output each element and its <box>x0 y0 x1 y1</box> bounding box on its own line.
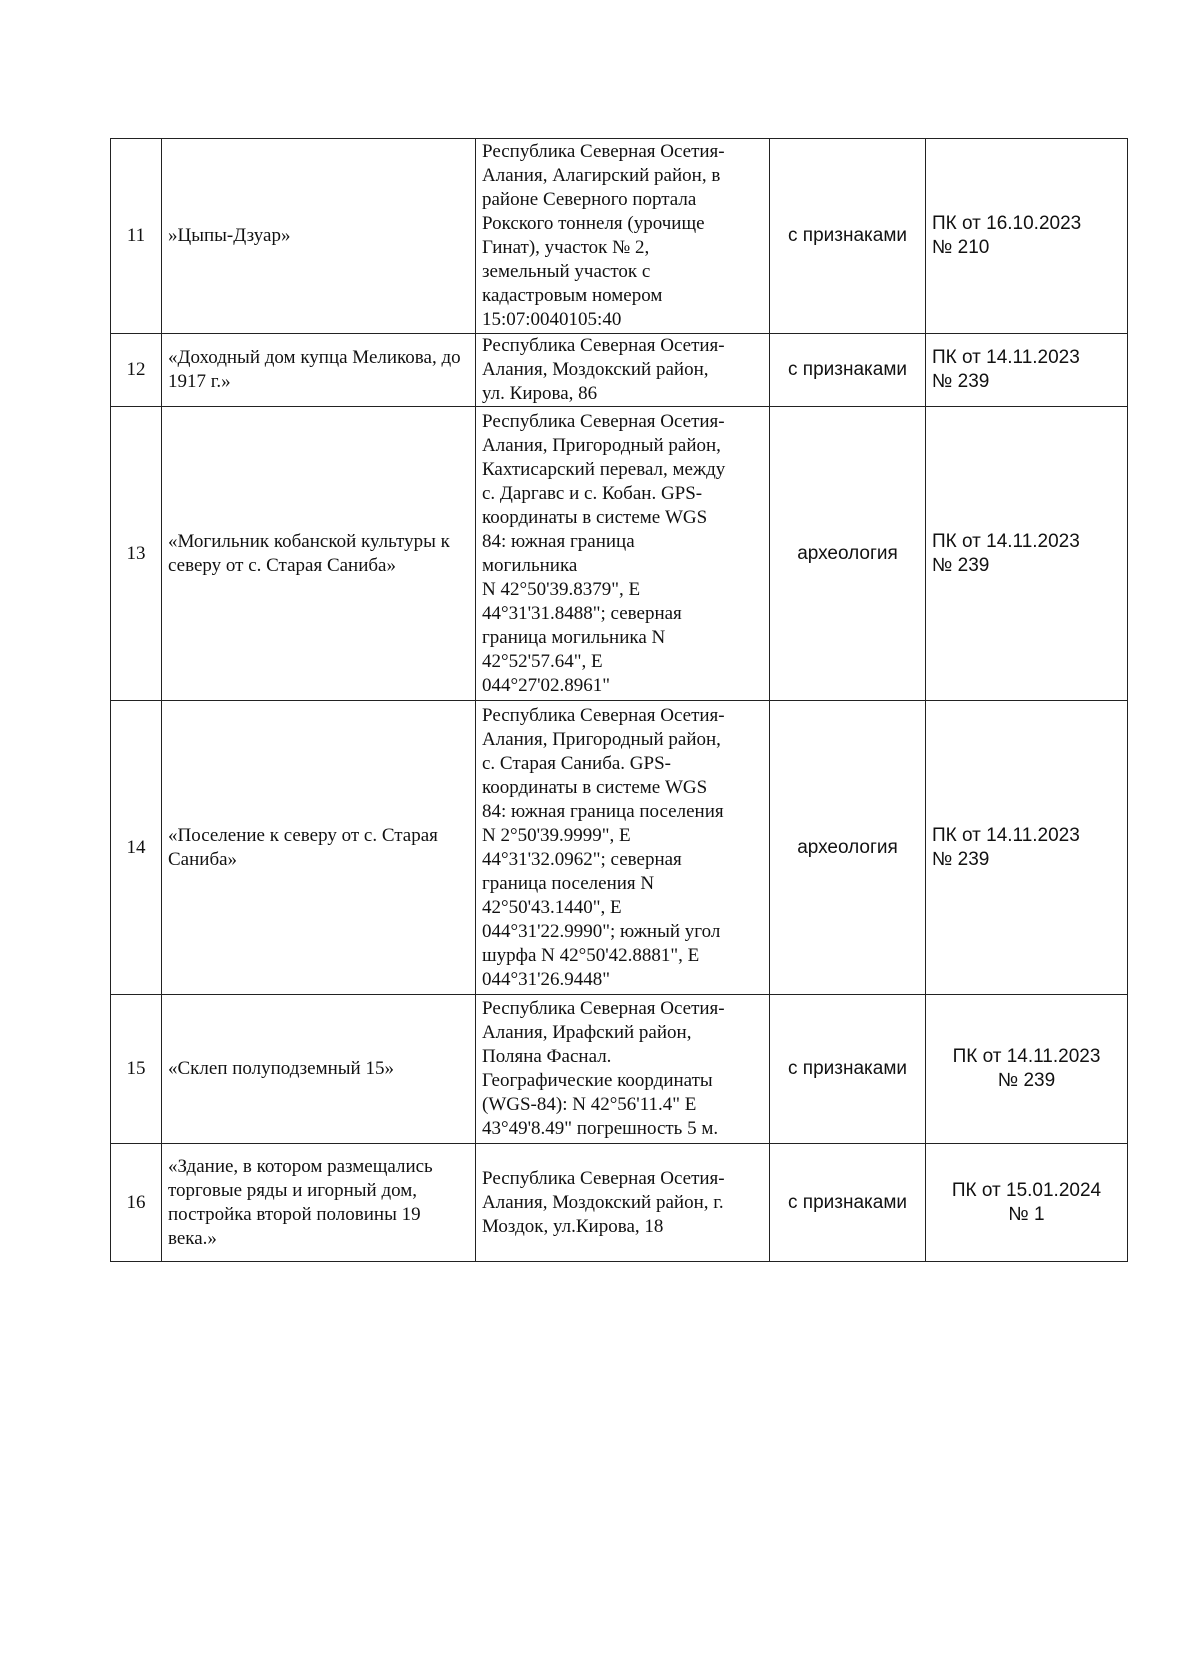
object-category: с признаками <box>770 334 926 407</box>
object-address: Республика Северная Осетия- Алания, Моздокский район, г. Моздок, ул.Кирова, 18 <box>476 1144 770 1262</box>
object-name: »Цыпы-Дзуар» <box>162 139 476 334</box>
decision-date: ПК от 14.11.2023 <box>932 530 1080 552</box>
object-name: «Могильник кобанской культуры к северу от с. Старая Саниба» <box>162 407 476 701</box>
decision-number: № 239 <box>932 371 990 392</box>
decision-number: № 239 <box>932 554 990 576</box>
object-category: археология <box>770 407 926 701</box>
table-row <box>111 701 1128 995</box>
object-category: с признаками <box>770 1144 926 1262</box>
heritage-objects-table <box>110 138 1128 1262</box>
table-row <box>111 1144 1128 1262</box>
row-number: 16 <box>111 1144 162 1262</box>
decision-date: ПК от 14.11.2023 <box>952 1046 1101 1067</box>
object-address: Республика Северная Осетия- Алания, Моздокский район, ул. Кирова, 86 <box>476 334 770 407</box>
decision-date: ПК от 15.01.2024 <box>951 1179 1102 1201</box>
table-row <box>111 334 1128 407</box>
decision-document <box>926 407 1128 701</box>
row-number: 12 <box>111 334 162 407</box>
object-name: «Здание, в котором размещались торговые ряды и игорный дом, постройка второй половины 19 века.» <box>162 1144 476 1262</box>
table-row <box>111 407 1128 701</box>
row-number: 13 <box>111 407 162 701</box>
decision-number: № 1 <box>1008 1203 1045 1225</box>
decision-date: ПК от 16.10.2023 <box>932 213 1082 234</box>
object-address: Республика Северная Осетия- Алания, Ирафский район, Поляна Фаснал. Географические координаты (WGS-84): N 42°56'11.4" E 43°49'8.49" погрешность 5 м. <box>476 995 770 1144</box>
decision-document <box>926 701 1128 995</box>
table-row <box>111 995 1128 1144</box>
decision-document <box>926 995 1128 1144</box>
object-category: с признаками <box>770 139 926 334</box>
decision-date: ПК от 14.11.2023 <box>932 347 1080 368</box>
decision-document <box>926 1144 1128 1262</box>
decision-number: № 239 <box>932 848 990 870</box>
decision-date: ПК от 14.11.2023 <box>932 824 1080 846</box>
decision-number: № 210 <box>932 237 990 258</box>
object-category: археология <box>770 701 926 995</box>
decision-document <box>926 139 1128 334</box>
object-address: Республика Северная Осетия- Алания, Пригородный район, с. Старая Саниба. GPS- координаты в системе WGS 84: южная граница поселения N 2°50'39.9999", E 44°31'32.0962"; северная граница поселения N 42°50'43.1440", E 044°31'22.9990"; южный угол шурфа N 42°50'42.8881", E 044°31'26.9448" <box>476 701 770 995</box>
object-name: «Доходный дом купца Меликова, до 1917 г.» <box>162 334 476 407</box>
decision-document <box>926 334 1128 407</box>
table-row <box>111 139 1128 334</box>
object-category: с признаками <box>770 995 926 1144</box>
row-number: 14 <box>111 701 162 995</box>
row-number: 11 <box>111 139 162 334</box>
decision-number: № 239 <box>997 1070 1056 1091</box>
row-number: 15 <box>111 995 162 1144</box>
object-name: «Склеп полуподземный 15» <box>162 995 476 1144</box>
object-address: Республика Северная Осетия- Алания, Алагирский район, в районе Северного портала Рокского тоннеля (урочище Гинат), участок № 2, земельный участок с кадастровым номером 15:07:0040105:40 <box>476 139 770 334</box>
object-address: Республика Северная Осетия- Алания, Пригородный район, Кахтисарский перевал, между с. Даргавс и с. Кобан. GPS- координаты в системе WGS 84: южная граница могильника N 42°50'39.8379", E 44°31'31.8488"; северная граница могильника N 42°52'57.64", E 044°27'02.8961" <box>476 407 770 701</box>
object-name: «Поселение к северу от с. Старая Саниба» <box>162 701 476 995</box>
